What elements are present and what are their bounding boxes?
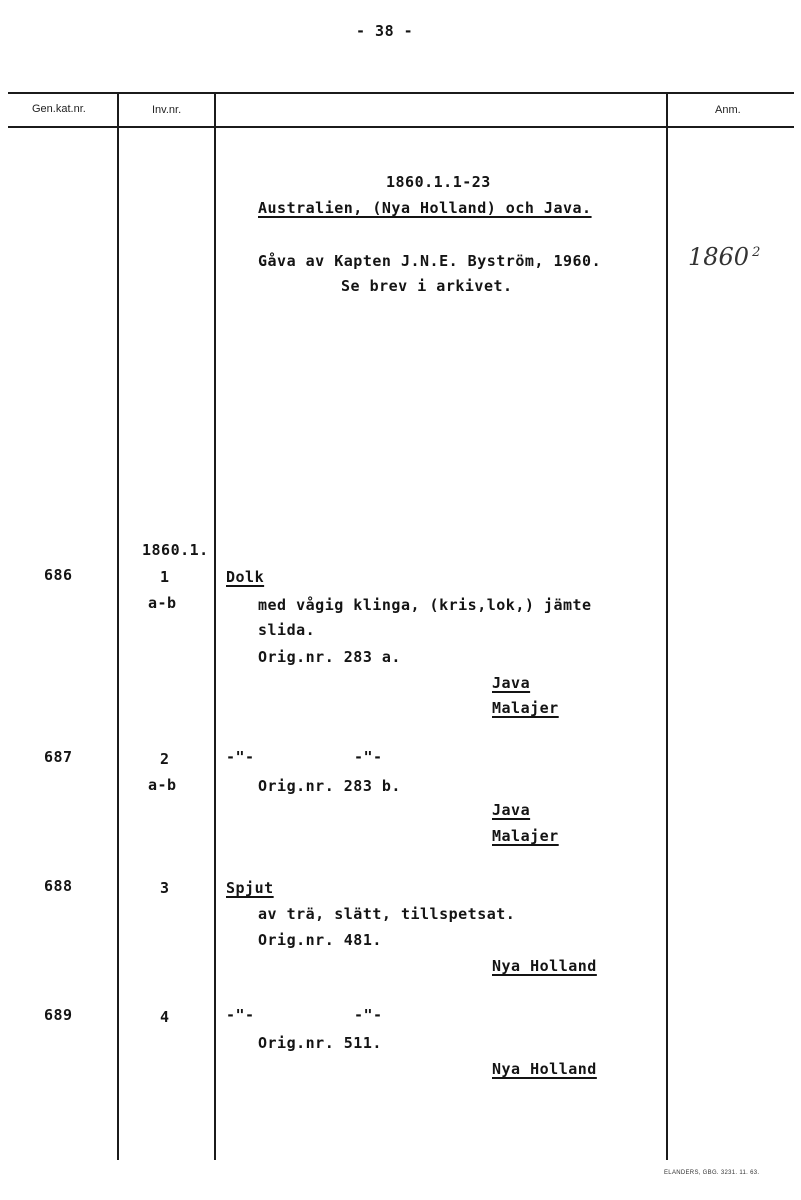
place-tag: Java — [492, 674, 531, 692]
entry-title: Dolk — [226, 568, 265, 586]
entry-title: Spjut — [226, 879, 274, 897]
collection-region: Australien, (Nya Holland) och Java. — [258, 199, 592, 217]
gen-kat-nr: 687 — [44, 748, 73, 766]
inv-nr: 4 — [160, 1008, 170, 1026]
people-tag: Malajer — [492, 827, 559, 845]
gen-kat-nr: 686 — [44, 566, 73, 584]
column-header-inv-nr: Inv.nr. — [152, 104, 182, 116]
collection-number: 1860.1.1-23 — [386, 173, 491, 191]
gen-kat-nr: 689 — [44, 1006, 73, 1024]
orig-nr: Orig.nr. 283 b. — [258, 777, 401, 795]
inv-sub: a-b — [148, 776, 177, 794]
column-divider-3 — [666, 92, 668, 1160]
people-tag: Malajer — [492, 699, 559, 717]
column-divider-2 — [214, 92, 216, 1160]
table-top-rule — [8, 92, 794, 94]
orig-nr: Orig.nr. 481. — [258, 931, 382, 949]
gen-kat-nr: 688 — [44, 877, 73, 895]
entry-description-line: med vågig klinga, (kris,lok,) jämte — [258, 596, 592, 614]
ditto-mark: -"- — [354, 1006, 383, 1024]
entry-description-line: av trä, slätt, tillspetsat. — [258, 905, 516, 923]
inv-prefix: 1860.1. — [142, 541, 209, 559]
printer-imprint: ELANDERS, GBG. 3231. 11. 63. — [664, 1170, 760, 1176]
place-tag: Nya Holland — [492, 1060, 597, 1078]
orig-nr: Orig.nr. 511. — [258, 1034, 382, 1052]
ditto-mark: -"- — [354, 748, 383, 766]
inv-nr: 1 — [160, 568, 170, 586]
column-header-gen-kat-nr: Gen.kat.nr. — [32, 103, 86, 115]
reference-line: Se brev i arkivet. — [341, 277, 513, 295]
column-header-anm: Anm. — [715, 104, 741, 116]
donation-line: Gåva av Kapten J.N.E. Byström, 1960. — [258, 252, 602, 270]
inv-nr: 2 — [160, 750, 170, 768]
ditto-mark: -"- — [226, 748, 255, 766]
handwritten-margin-note: 1860 $^2$ — [688, 243, 761, 271]
page-number: - 38 - — [356, 22, 414, 40]
entry-description-line: slida. — [258, 621, 316, 639]
inv-nr: 3 — [160, 879, 170, 897]
place-tag: Java — [492, 801, 531, 819]
column-divider-1 — [117, 92, 119, 1160]
inv-sub: a-b — [148, 594, 177, 612]
header-bottom-rule — [8, 126, 794, 128]
place-tag: Nya Holland — [492, 957, 597, 975]
orig-nr: Orig.nr. 283 a. — [258, 648, 401, 666]
ditto-mark: -"- — [226, 1006, 255, 1024]
